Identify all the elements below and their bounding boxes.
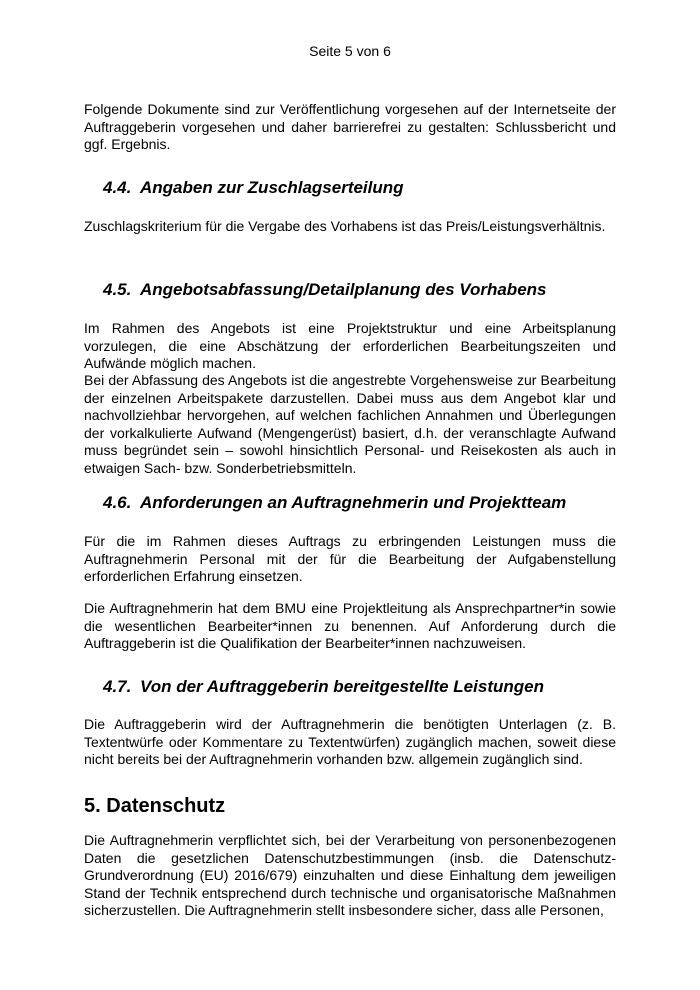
section-4-7-heading [103, 677, 544, 697]
section-4-5-paragraph-1: Im Rahmen des Angebots ist eine Projektstruktur und eine Arbeitsplanung vorzulegen, die eine Abschätzung der erforderlichen Bearbeitungszeiten und Aufwände möglich machen. [84, 320, 616, 371]
section-5-paragraph: Die Auftragnehmerin verpflichtet sich, bei der Verarbeitung von personenbezogenen Daten die gesetzlichen Datenschutzbestimmungen (insb. die Datenschutz-Grundverordnung (EU) 2016/679) einzuhalten und diese Einhaltung dem jeweiligen Stand der Technik entsprechend durch technische und organisatorische Maßnahmen sicherzustellen. Die Auftragnehmerin stellt insbesondere sicher, dass alle Personen, [84, 832, 616, 918]
section-5-number: 5. [84, 795, 101, 817]
section-4-5-heading [103, 280, 546, 300]
section-4-7-title: Von der Auftraggeberin bereitgestellte Leistungen [140, 677, 544, 696]
section-4-4-title: Angaben zur Zuschlagserteilung [140, 178, 404, 197]
section-4-5-paragraph-2: Bei der Abfassung des Angebots ist die angestrebte Vorgehensweise zur Bearbeitung der einzelnen Arbeitspakete darzustellen. Dabei muss aus dem Angebot klar und nachvollziehbar hervorgehen, auf welchen fachlichen Annahmen und Überlegungen der vorkalkulierte Aufwand (Mengengerüst) basiert, d.h. der veranschlagte Aufwand muss begründet sein – sowohl hinsichtlich Personal- und Reisekosten als auch in etwaigen Sach- bzw. Sonderbetriebsmitteln. [84, 372, 616, 476]
section-4-5-title: Angebotsabfassung/Detailplanung des Vorhabens [140, 280, 547, 299]
section-4-5-number: 4.5. [103, 280, 132, 299]
section-4-6-number: 4.6. [103, 493, 132, 512]
section-4-7-number: 4.7. [103, 677, 132, 696]
section-5-heading [84, 794, 225, 818]
section-4-4-paragraph: Zuschlagskriterium für die Vergabe des Vorhabens ist das Preis/Leistungsverhältnis. [84, 218, 606, 234]
section-4-7-paragraph: Die Auftraggeberin wird der Auftragnehmerin die benötigten Unterlagen (z. B. Textentwürfe oder Kommentare zu Textentwürfen) zugänglich machen, soweit diese nicht bereits bei der Auftragnehmerin vorhanden bzw. allgemein zugänglich sind. [84, 716, 616, 767]
page-number-header: Seite 5 von 6 [309, 43, 391, 59]
section-5-title: Datenschutz [106, 795, 226, 817]
section-4-6-title: Anforderungen an Auftragnehmerin und Projektteam [140, 493, 567, 512]
section-4-6-paragraph-2: Die Auftragnehmerin hat dem BMU eine Projektleitung als Ansprechpartner*in sowie die wesentlichen Bearbeiter*innen zu benennen. Auf Anforderung durch die Auftraggeberin ist die Qualifikation der Bearbeiter*innen nachzuweisen. [84, 600, 616, 651]
section-4-4-number: 4.4. [103, 178, 132, 197]
intro-paragraph: Folgende Dokumente sind zur Veröffentlichung vorgesehen auf der Internetseite der Auftraggeberin vorgesehen und daher barrierefrei zu gestalten: Schlussbericht und ggf. Ergebnis. [84, 101, 616, 152]
section-4-4-heading [103, 178, 404, 198]
section-4-6-heading [103, 493, 566, 513]
section-4-6-paragraph-1: Für die im Rahmen dieses Auftrags zu erbringenden Leistungen muss die Auftragnehmerin Personal mit der für die Bearbeitung der Aufgabenstellung erforderlichen Erfahrung einsetzen. [84, 533, 616, 584]
